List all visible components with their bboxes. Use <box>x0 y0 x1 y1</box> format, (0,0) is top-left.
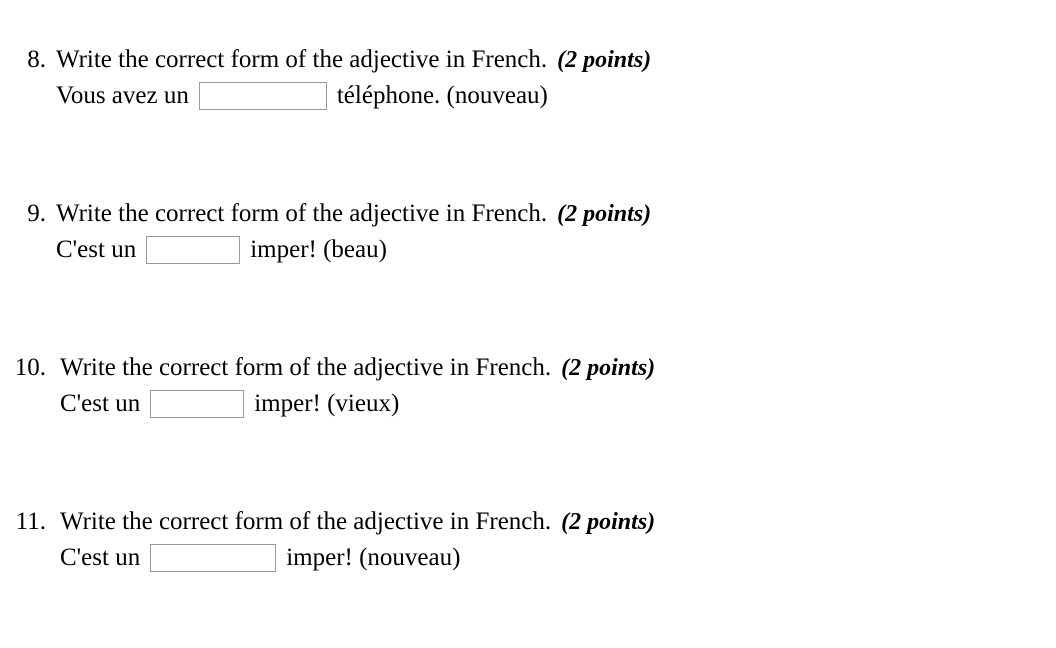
question-body <box>60 506 1056 574</box>
answer-prefix-text: Vous avez un <box>56 82 189 109</box>
question-points: (2 points) <box>561 355 656 381</box>
answer-suffix-text: imper! (vieux) <box>254 390 400 417</box>
answer-prefix-text: C'est un <box>60 390 141 417</box>
question-points: (2 points) <box>557 47 652 73</box>
question-number: 11. <box>15 508 46 535</box>
question-points: (2 points) <box>557 201 652 227</box>
question-body <box>56 198 1056 266</box>
question-prompt-line <box>56 44 1056 76</box>
question-prompt: Write the correct form of the adjective in French. <box>60 354 552 381</box>
question-item <box>0 352 1056 420</box>
question-answer-line <box>56 234 1056 266</box>
question-prompt-line <box>56 198 1056 230</box>
answer-input[interactable] <box>146 236 240 264</box>
answer-suffix-text: imper! (nouveau) <box>286 544 461 571</box>
question-prompt: Write the correct form of the adjective in French. <box>60 508 552 535</box>
answer-prefix-text: C'est un <box>60 544 141 571</box>
question-body <box>60 352 1056 420</box>
question-answer-line <box>60 388 1056 420</box>
question-body <box>56 44 1056 112</box>
answer-suffix-text: imper! (beau) <box>250 236 387 263</box>
answer-prefix-text: C'est un <box>56 236 137 263</box>
answer-input[interactable] <box>150 544 276 572</box>
question-prompt-line <box>60 506 1056 538</box>
answer-input[interactable] <box>199 82 327 110</box>
question-prompt-line <box>60 352 1056 384</box>
question-prompt: Write the correct form of the adjective in French. <box>56 46 548 73</box>
question-item <box>0 44 1056 112</box>
question-points: (2 points) <box>561 509 656 535</box>
question-number: 9. <box>27 200 46 227</box>
question-number: 8. <box>27 46 46 73</box>
question-number: 10. <box>14 354 46 381</box>
answer-input[interactable] <box>150 390 244 418</box>
question-answer-line <box>60 542 1056 574</box>
answer-suffix-text: téléphone. (nouveau) <box>336 82 548 109</box>
question-item <box>0 506 1056 574</box>
question-item <box>0 198 1056 266</box>
question-answer-line <box>56 80 1056 112</box>
question-prompt: Write the correct form of the adjective in French. <box>56 200 548 227</box>
